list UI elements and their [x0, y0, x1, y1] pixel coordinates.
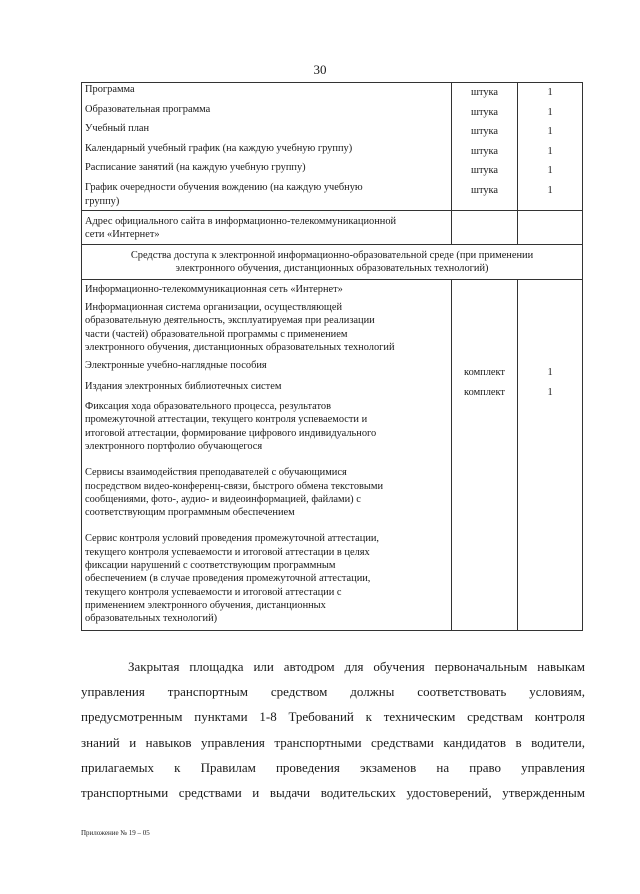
quantity-cell [518, 83, 583, 211]
unit-value: штука [470, 87, 499, 98]
quantity-value: 1 [547, 165, 553, 176]
text-line: итоговой аттестации, формирование цифрового индивидуального [85, 427, 377, 439]
footer-note: Приложение № 19 – 05 [81, 829, 150, 837]
unit-value: штука [470, 126, 499, 137]
website-cell [82, 210, 452, 245]
list-item: группу) [85, 195, 120, 207]
quantity-value: 1 [547, 126, 553, 137]
text-line: текущего контроля успеваемости и итоговой аттестации в целях [85, 546, 370, 558]
empty-cell [518, 210, 583, 245]
text-line: Фиксация хода образовательного процесса, результатов [85, 400, 332, 412]
text-line: применением электронного обучения, дистанционных [85, 600, 326, 611]
text-line: фиксации нарушений с соответствующим программным [85, 560, 336, 572]
text-line: управления транспортным средством должны соответствовать условиям, [81, 684, 585, 700]
website-label: сети «Интернет» [85, 228, 160, 240]
table-row [82, 83, 583, 211]
unit-value: комплект [464, 386, 505, 398]
equipment-table [81, 82, 583, 631]
section-header-line: Средства доступа к электронной информационно-образовательной среде (при применении [130, 250, 534, 262]
list-item [85, 400, 448, 453]
text-line: образовательных технологий) [85, 613, 218, 625]
text-line: Сервис контроля условий проведения промежуточной аттестации, [85, 533, 380, 545]
documents-cell [82, 83, 452, 211]
empty-cell [451, 210, 517, 245]
text-line: предусмотренным пунктами 1-8 Требований к техническим средствам контроля [81, 709, 585, 725]
body-paragraph [81, 654, 585, 805]
quantity-value: 1 [547, 106, 553, 118]
unit-value: штука [470, 106, 499, 118]
list-item: Учебный план [85, 123, 150, 134]
text-line: посредством видео-конференц-связи, быстрого обмена текстовыми [85, 480, 384, 492]
unit-value: штука [470, 165, 499, 176]
table-row [82, 245, 583, 280]
list-item: Информационно-телекоммуникационная сеть «Интернет» [85, 283, 343, 295]
unit-value: комплект [464, 366, 505, 378]
list-item: Календарный учебный график (на каждую учебную группу) [85, 142, 353, 154]
table-row [82, 210, 583, 245]
list-item [85, 466, 448, 519]
text-line: соответствующим программным обеспечением [85, 507, 295, 519]
list-item: Издания электронных библиотечных систем [85, 380, 282, 392]
quantity-cell [518, 279, 583, 630]
text-line: транспортными средствами и выдачи водительских удостоверений, утвержденным [81, 785, 585, 801]
units-cell [451, 279, 517, 630]
quantity-value: 1 [547, 145, 553, 157]
text-line: части (частей) образовательной программы с применением [85, 328, 348, 340]
website-label: Адрес официального сайта в информационно-телекоммуникационной [85, 215, 397, 227]
section-header [82, 245, 583, 280]
text-line: текущего контроля успеваемости и итоговой аттестации с [85, 586, 342, 598]
text-line: знаний и навыков управления транспортными средствами кандидатов в водители, [81, 734, 585, 750]
text-line: прилагаемых к Правилам проведения экзаменов на право управления [81, 759, 585, 775]
units-cell [451, 83, 517, 211]
quantity-value: 1 [547, 184, 553, 196]
text-line: Закрытая площадка или автодром для обучения первоначальным навыкам [128, 659, 585, 674]
quantity-value: 1 [547, 87, 553, 98]
unit-value: штука [470, 145, 499, 157]
list-item: Электронные учебно-наглядные пособия [85, 360, 267, 372]
text-line: электронного обучения, дистанционных образовательных технологий [85, 342, 395, 353]
text-line: промежуточной аттестации, текущего контроля успеваемости и [85, 414, 368, 426]
spacer [455, 280, 514, 366]
table-row [82, 279, 583, 630]
quantity-value: 1 [547, 386, 553, 398]
text-line: Информационная система организации, осуществляющей [85, 302, 343, 314]
text-line: сообщениями, фото-, аудио- и видеоинформацией, файлами) с [85, 493, 361, 505]
list-item [85, 301, 448, 354]
section-header-line: электронного обучения, дистанционных образовательных технологий) [175, 263, 489, 275]
list-item [85, 532, 448, 625]
list-item: График очередности обучения вождению (на каждую учебную [85, 181, 363, 193]
page-number: 30 [313, 62, 327, 77]
quantity-value: 1 [547, 366, 553, 378]
access-tools-cell [82, 279, 452, 630]
list-item: Программа [85, 84, 135, 95]
list-item: Расписание занятий (на каждую учебную группу) [85, 162, 306, 173]
spacer [521, 280, 579, 366]
text-line: обеспечением (в случае проведения промежуточной аттестации, [85, 573, 371, 585]
text-line: электронного портфолио обучающегося [85, 440, 263, 452]
list-item: Образовательная программа [85, 103, 211, 115]
text-line: образовательную деятельность, эксплуатируемая при реализации [85, 315, 375, 327]
unit-value: штука [470, 184, 499, 196]
text-line: Сервисы взаимодействия преподавателей с обучающимися [85, 467, 347, 479]
